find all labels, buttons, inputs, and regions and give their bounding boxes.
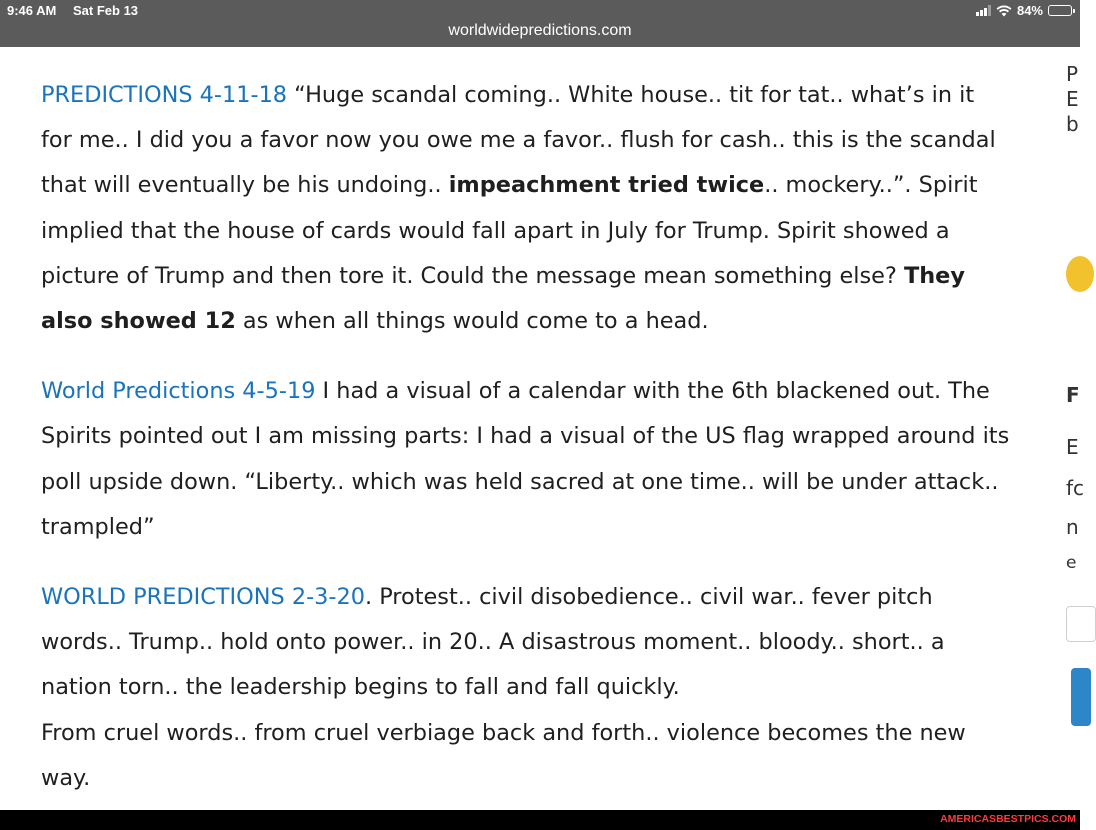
paragraph-text: I had a visual of a calendar with the 6th blackened out. The Spirits pointed out I am missing parts: I had a visual of the US flag wrapped around its poll upside down. “Liberty.. which was held sacred at one time.. will be under attack.. trampled” — [41, 378, 1010, 540]
status-time: 9:46 AM — [7, 3, 57, 18]
paragraph-text: “Huge scandal coming.. White house.. tit for tat.. what’s in it for me.. I did you a favor now you owe me a favor.. flush for cash.. this is the scandal that will eventually be his undoing.. — [41, 82, 996, 199]
prediction-paragraph-1 — [41, 73, 1011, 344]
battery-icon — [1048, 5, 1072, 16]
address-bar-url[interactable]: worldwidepredictions.com — [448, 22, 632, 39]
bold-text: They also showed 12 — [41, 262, 965, 335]
sidebar-cutoff-text: b — [1066, 112, 1079, 136]
paragraph-text: .. mockery..”. Spirit implied that the house of cards would fall apart in July for Trump. Spirit showed a picture of Trump and then tore it. Could the message mean something else? — [41, 172, 978, 289]
article-body — [41, 73, 1011, 801]
sidebar-cutoff-text: E — [1066, 87, 1079, 111]
sidebar-cutoff-text: e — [1066, 553, 1077, 573]
prediction-paragraph-3 — [41, 575, 1011, 801]
sidebar-subscribe-button[interactable] — [1071, 668, 1091, 726]
bottom-bar — [0, 810, 1080, 830]
battery-percent: 84% — [1016, 3, 1043, 18]
world-predictions-4-5-19-link[interactable]: World Predictions 4-5-19 — [41, 378, 316, 405]
paragraph-text: as when all things would come to a head. — [235, 308, 709, 335]
predictions-4-11-18-link[interactable]: PREDICTIONS 4-11-18 — [41, 82, 288, 108]
sidebar-cutoff-text: fc — [1066, 476, 1085, 500]
status-indicators — [976, 3, 1072, 18]
paragraph-text: . Protest.. civil disobedience.. civil war.. fever pitch words.. Trump.. hold onto power.. in 20.. A disastrous moment.. bloody.. short.. a nation torn.. the leadership begins to fall and fall quickly. — [41, 584, 945, 701]
sidebar-avatar — [1066, 256, 1094, 292]
paragraph-text: From cruel words.. from cruel verbiage back and forth.. violence becomes the new way. — [41, 719, 966, 791]
wifi-icon — [996, 5, 1012, 17]
prediction-paragraph-2 — [41, 369, 1011, 550]
sidebar-cutoff-text: n — [1066, 515, 1079, 539]
sidebar-cutoff-text: P — [1066, 62, 1079, 86]
watermark: AMERICASBESTPICS.COM — [940, 813, 1076, 825]
world-predictions-2-3-20-link[interactable]: WORLD PREDICTIONS 2-3-20 — [41, 584, 365, 611]
status-date: Sat Feb 13 — [73, 3, 139, 18]
top-bar — [0, 0, 1080, 47]
sidebar-email-input[interactable] — [1066, 606, 1096, 642]
bold-text: impeachment tried twice — [448, 172, 765, 199]
sidebar-cutoff-text: E — [1066, 435, 1079, 459]
sidebar-cutoff-heading: F — [1066, 383, 1080, 407]
cellular-signal-icon — [976, 5, 991, 16]
